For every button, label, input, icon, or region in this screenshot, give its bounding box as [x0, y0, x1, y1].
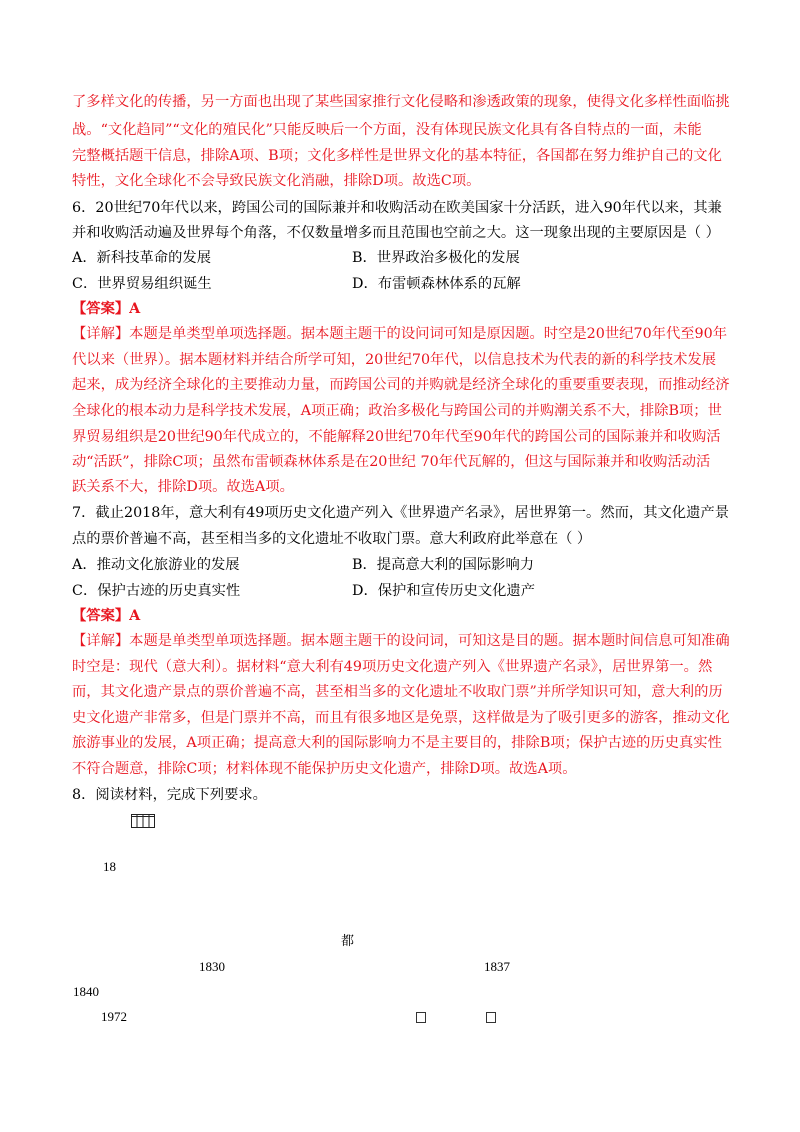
q6-option-a: A．新科技革命的发展	[72, 250, 211, 266]
q7-detail-line-1: 【详解】本题是单类型单项选择题。据本题主题干的设问词，可知这是目的题。据本题时间信息可知准确	[72, 633, 730, 649]
top-paragraph-line-4: 特性，文化全球化不会导致民族文化消融，排除D项。故选C项。	[72, 173, 481, 189]
q7-detail-line-2: 时空是：现代（意大利）。据材料“意大利有49项历史文化遗产列入《世界遗产名录》，居世界第一。然	[72, 659, 713, 675]
q6-answer: 【答案】A	[72, 301, 141, 317]
q6-detail-line-2: 代以来（世界）。据本题材料并结合所学可知，20世纪70年代，以信息技术为代表的新的科学技术发展	[72, 352, 716, 368]
q8-fragment-du: 都	[341, 934, 355, 949]
q6-detail-line-6: 动“活跃”，排除C项；虽然布雷顿森林体系是在20世纪 70年代瓦解的，但这与国际兼并和收购活动活	[72, 454, 711, 470]
q7-detail-line-5: 旅游事业的发展，A项正确；提高意大利的国际影响力不是主要目的，排除B项；保护古迹的历史真实性	[72, 735, 722, 751]
top-paragraph-line-2: 战。“文化趋同”“文化的殖民化”只能反映后一个方面，没有体现民族文化具有各自特点的一面，未能	[72, 122, 702, 138]
q7-option-a: A．推动文化旅游业的发展	[72, 557, 240, 573]
top-paragraph-line-3: 完整概括题干信息，排除A项、B项；文化多样性是世界文化的基本特征，各国都在努力维护自己的文化	[72, 148, 722, 164]
q7-option-c: C．保护古迹的历史真实性	[72, 583, 241, 599]
q7-detail-line-4: 史文化遗产非常多，但是门票并不高，而且有很多地区是免票，这样做是为了吸引更多的游客，推动文化	[72, 710, 730, 726]
q8-stem: 8．阅读材料，完成下列要求。	[72, 787, 267, 803]
q6-option-d: D．布雷顿森林体系的瓦解	[352, 276, 521, 292]
q7-option-b: B．提高意大利的国际影响力	[352, 557, 535, 573]
q7-answer: 【答案】A	[72, 608, 141, 624]
q7-detail-line-6: 不符合题意，排除C项；材料体现不能保护历史文化遗产，排除D项。故选A项。	[72, 761, 577, 777]
q6-detail-line-7: 跃关系不大，排除D项。故选A项。	[72, 479, 294, 495]
q8-fragment-1972: 1972	[101, 1009, 127, 1024]
q6-option-b: B．世界政治多极化的发展	[352, 250, 520, 266]
q6-detail-line-1: 【详解】本题是单类型单项选择题。据本题主题干的设问词可知是原因题。时空是20世纪70年代至90年	[72, 326, 728, 342]
q8-fragment-18: 18	[103, 859, 116, 874]
q7-stem-line-1: 7．截止2018年，意大利有49项历史文化遗产列入《世界遗产名录》，居世界第一。然而，其文化遗产景	[72, 505, 729, 521]
top-paragraph-line-1: 了多样文化的传播，另一方面也出现了某些国家推行文化侵略和渗透政策的现象，使得文化多样性面临挑	[72, 94, 730, 110]
q6-detail-line-4: 全球化的根本动力是科学技术发展，A项正确；政治多极化与跨国公司的并购潮关系不大，排除B项；世	[72, 403, 722, 419]
missing-glyph-icon	[131, 814, 155, 828]
q7-detail-line-3: 而，其文化遗产景点的票价普遍不高，甚至相当多的文化遗址不收取门票”并所学知识可知，意大利的历	[72, 684, 723, 700]
q6-stem-line-1: 6．20世纪70年代以来，跨国公司的国际兼并和收购活动在欧美国家十分活跃，进入90年代以来，其兼	[72, 200, 722, 216]
q6-stem-line-2: 并和收购活动遍及世界每个角落，不仅数量增多而且范围也空前之大。这一现象出现的主要原因是（ ）	[72, 225, 720, 241]
missing-glyph-box-1	[416, 1012, 426, 1023]
q6-option-c: C．世界贸易组织诞生	[72, 276, 212, 292]
q7-option-d: D．保护和宣传历史文化遗产	[352, 583, 536, 599]
q6-detail-line-5: 界贸易组织是20世纪90年代成立的，不能解释20世纪70年代至90年代的跨国公司的国际兼并和收购活	[72, 429, 721, 445]
q8-fragment-1837: 1837	[484, 959, 510, 974]
q6-detail-line-3: 起来，成为经济全球化的主要推动力量，而跨国公司的并购就是经济全球化的重要重要表现，而推动经济	[72, 377, 730, 393]
q8-fragment-1830: 1830	[199, 959, 225, 974]
q7-stem-line-2: 点的票价普遍不高，甚至相当多的文化遗址不收取门票。意大利政府此举意在（ ）	[72, 531, 592, 547]
missing-glyph-box-2	[486, 1012, 496, 1023]
q8-fragment-1840: 1840	[73, 984, 99, 999]
